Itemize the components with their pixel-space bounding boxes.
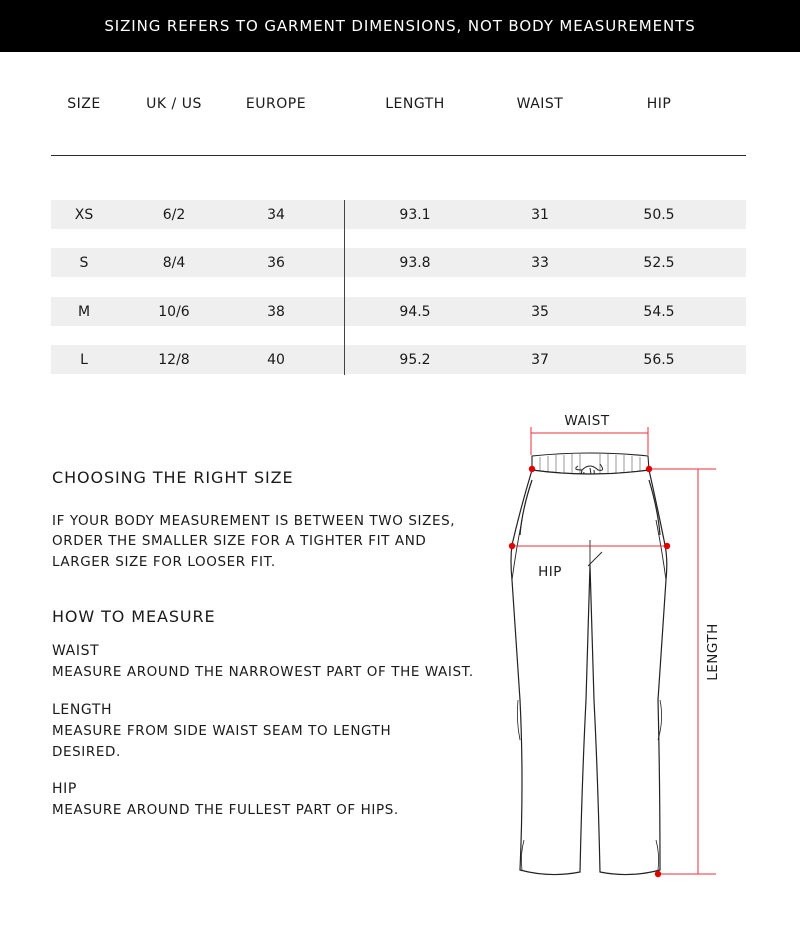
length-label: LENGTH (52, 702, 113, 718)
cell-size: M (77, 304, 91, 320)
cell-size: S (79, 255, 89, 271)
cell-hip: 50.5 (643, 207, 675, 223)
hip-instruction: MEASURE AROUND THE FULLEST PART OF HIPS. (52, 802, 399, 818)
header-length: LENGTH (385, 96, 445, 112)
cell-length: 93.8 (399, 255, 431, 271)
cell-length: 95.2 (399, 352, 431, 368)
diagram-length-label: LENGTH (705, 623, 721, 681)
column-divider (344, 200, 345, 375)
hip-point-left (509, 543, 515, 549)
cell-length: 94.5 (399, 304, 431, 320)
pants-outline (511, 470, 667, 875)
top-banner: SIZING REFERS TO GARMENT DIMENSIONS, NOT BODY MEASUREMENTS (0, 0, 800, 52)
cell-size: L (80, 352, 88, 368)
cell-waist: 31 (531, 207, 549, 223)
waist-point-left (529, 466, 535, 472)
waist-point-right (646, 466, 652, 472)
length-instruction: DESIRED. (52, 744, 121, 760)
cell-europe: 40 (267, 352, 285, 368)
hip-label: HIP (52, 781, 77, 797)
cell-uk-us: 10/6 (158, 304, 190, 320)
waist-instruction: MEASURE AROUND THE NARROWEST PART OF THE WAIST. (52, 664, 474, 680)
cell-europe: 38 (267, 304, 285, 320)
diagram-waist-label: WAIST (564, 413, 610, 429)
header-divider (51, 155, 746, 156)
cell-waist: 33 (531, 255, 549, 271)
cell-uk-us: 12/8 (158, 352, 190, 368)
table-row (51, 297, 746, 326)
diagram-hip-label: HIP (538, 564, 562, 580)
cell-uk-us: 6/2 (162, 207, 186, 223)
hip-point-right (664, 543, 670, 549)
cell-waist: 35 (531, 304, 549, 320)
pants-measurement-diagram (490, 400, 730, 890)
cell-length: 93.1 (399, 207, 431, 223)
cell-hip: 54.5 (643, 304, 675, 320)
cell-uk-us: 8/4 (162, 255, 186, 271)
table-row (51, 345, 746, 374)
cell-size: XS (74, 207, 94, 223)
choosing-line: ORDER THE SMALLER SIZE FOR A TIGHTER FIT AND (52, 533, 427, 549)
cell-hip: 56.5 (643, 352, 675, 368)
header-uk-us: UK / US (146, 96, 202, 112)
choosing-line: LARGER SIZE FOR LOOSER FIT. (52, 554, 276, 570)
choosing-title: CHOOSING THE RIGHT SIZE (52, 468, 294, 487)
cell-hip: 52.5 (643, 255, 675, 271)
cell-waist: 37 (531, 352, 549, 368)
table-row (51, 200, 746, 229)
cell-europe: 34 (267, 207, 285, 223)
waist-label: WAIST (52, 643, 100, 659)
length-instruction: MEASURE FROM SIDE WAIST SEAM TO LENGTH (52, 723, 392, 739)
hem-point (655, 871, 661, 877)
table-row (51, 248, 746, 277)
header-europe: EUROPE (245, 96, 307, 112)
howto-title: HOW TO MEASURE (52, 607, 216, 626)
header-hip: HIP (646, 96, 672, 112)
header-size: SIZE (67, 96, 101, 112)
cell-europe: 36 (267, 255, 285, 271)
header-waist: WAIST (516, 96, 564, 112)
waist-measure-line (531, 427, 648, 455)
choosing-line: IF YOUR BODY MEASUREMENT IS BETWEEN TWO SIZES, (52, 513, 456, 529)
